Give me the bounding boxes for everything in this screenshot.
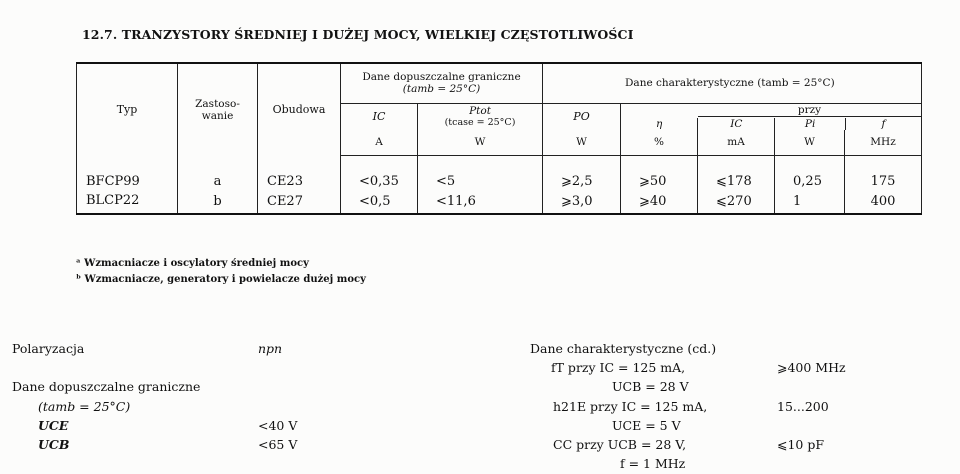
group-dopuszczalne-label: Dane dopuszczalne graniczne bbox=[362, 71, 521, 84]
unit-f: MHz bbox=[845, 130, 922, 156]
ft-value: ⩾400 MHz bbox=[777, 360, 846, 375]
cell-po: ⩾3,0 bbox=[543, 191, 621, 214]
header-obudowa: Obudowa bbox=[258, 63, 341, 156]
unit-pi: W bbox=[775, 130, 845, 156]
cell-eta: ⩾40 bbox=[621, 191, 698, 214]
header-zastosowanie: Zastoso- wanie bbox=[178, 63, 258, 156]
header-pi: Pi bbox=[774, 118, 844, 130]
uce-value: <40 V bbox=[258, 418, 298, 433]
cell-ptot: <11,6 bbox=[418, 191, 543, 214]
table-row bbox=[77, 172, 922, 191]
cell-eta: ⩾50 bbox=[621, 172, 698, 191]
cell-f: 400 bbox=[845, 191, 922, 214]
header-po: PO bbox=[543, 103, 621, 130]
unit-eta: % bbox=[621, 130, 698, 156]
dane-graniczne-label: Dane dopuszczalne graniczne bbox=[12, 379, 201, 394]
footnote-b: ᵇ Wzmacniacze, generatory i powielacze dużej mocy bbox=[76, 274, 366, 285]
cell-zast: b bbox=[178, 191, 258, 214]
cell-ic: <0,5 bbox=[341, 191, 418, 214]
ptot-cond: (tcase = 25°C) bbox=[444, 117, 516, 128]
polaryzacja-label: Polaryzacja bbox=[12, 341, 85, 356]
cell-typ: BLCP22 bbox=[77, 191, 178, 214]
unit-ic2: mA bbox=[698, 130, 775, 156]
cell-obudowa: CE23 bbox=[258, 172, 341, 191]
header-group-dopuszczalne bbox=[341, 63, 543, 103]
ft-line2: UCB = 28 V bbox=[612, 379, 689, 394]
unit-po: W bbox=[543, 130, 621, 156]
h21e-line2: UCE = 5 V bbox=[612, 418, 681, 433]
header-ic2: IC bbox=[697, 118, 774, 130]
cell-pi: 1 bbox=[775, 191, 845, 214]
cell-pi: 0,25 bbox=[775, 172, 845, 191]
h21e-value: 15...200 bbox=[777, 399, 829, 414]
header-przy-group bbox=[621, 103, 922, 130]
cell-ic2: ⩽270 bbox=[698, 191, 775, 214]
cell-ptot: <5 bbox=[418, 172, 543, 191]
unit-ic: A bbox=[341, 130, 418, 156]
header-typ: Typ bbox=[77, 63, 178, 156]
dane-graniczne-cond: (tamb = 25°C) bbox=[38, 399, 131, 414]
section-title: 12.7. TRANZYSTORY ŚREDNIEJ I DUŻEJ MOCY, WIELKIEJ CZĘSTOTLIWOŚCI bbox=[82, 27, 634, 42]
cell-obudowa: CE27 bbox=[258, 191, 341, 214]
cell-po: ⩾2,5 bbox=[543, 172, 621, 191]
cell-zast: a bbox=[178, 172, 258, 191]
cc-value: ⩽10 pF bbox=[777, 437, 825, 452]
header-ptot bbox=[418, 103, 543, 130]
header-f: f bbox=[845, 118, 921, 130]
cc-line: CC przy UCB = 28 V, bbox=[553, 437, 687, 452]
cell-ic: <0,35 bbox=[341, 172, 418, 191]
ucb-value: <65 V bbox=[258, 437, 298, 452]
ptot-label: Ptot bbox=[469, 105, 491, 117]
group-dopuszczalne-cond: (tamb = 25°C) bbox=[402, 83, 481, 96]
h21e-line: h21E przy IC = 125 mA, bbox=[553, 399, 708, 414]
header-eta: η bbox=[655, 117, 663, 130]
header-ic: IC bbox=[341, 103, 418, 130]
right-heading: Dane charakterystyczne (cd.) bbox=[530, 341, 717, 356]
header-group-charakterystyczne: Dane charakterystyczne (tamb = 25°C) bbox=[543, 63, 922, 103]
polaryzacja-value: npn bbox=[258, 341, 283, 356]
cc-line2: f = 1 MHz bbox=[620, 456, 686, 471]
cell-ic2: ⩽178 bbox=[698, 172, 775, 191]
unit-ptot: W bbox=[418, 130, 543, 156]
table-row bbox=[77, 191, 922, 214]
cell-f: 175 bbox=[845, 172, 922, 191]
uce-label: UCE bbox=[38, 418, 69, 433]
ucb-label: UCB bbox=[38, 437, 70, 452]
przy-label: przy bbox=[698, 104, 921, 117]
transistor-spec-table bbox=[76, 62, 922, 215]
ft-line: fT przy IC = 125 mA, bbox=[551, 360, 686, 375]
footnote-a: ᵃ Wzmacniacze i oscylatory średniej mocy bbox=[76, 258, 309, 269]
cell-typ: BFCP99 bbox=[77, 172, 178, 191]
